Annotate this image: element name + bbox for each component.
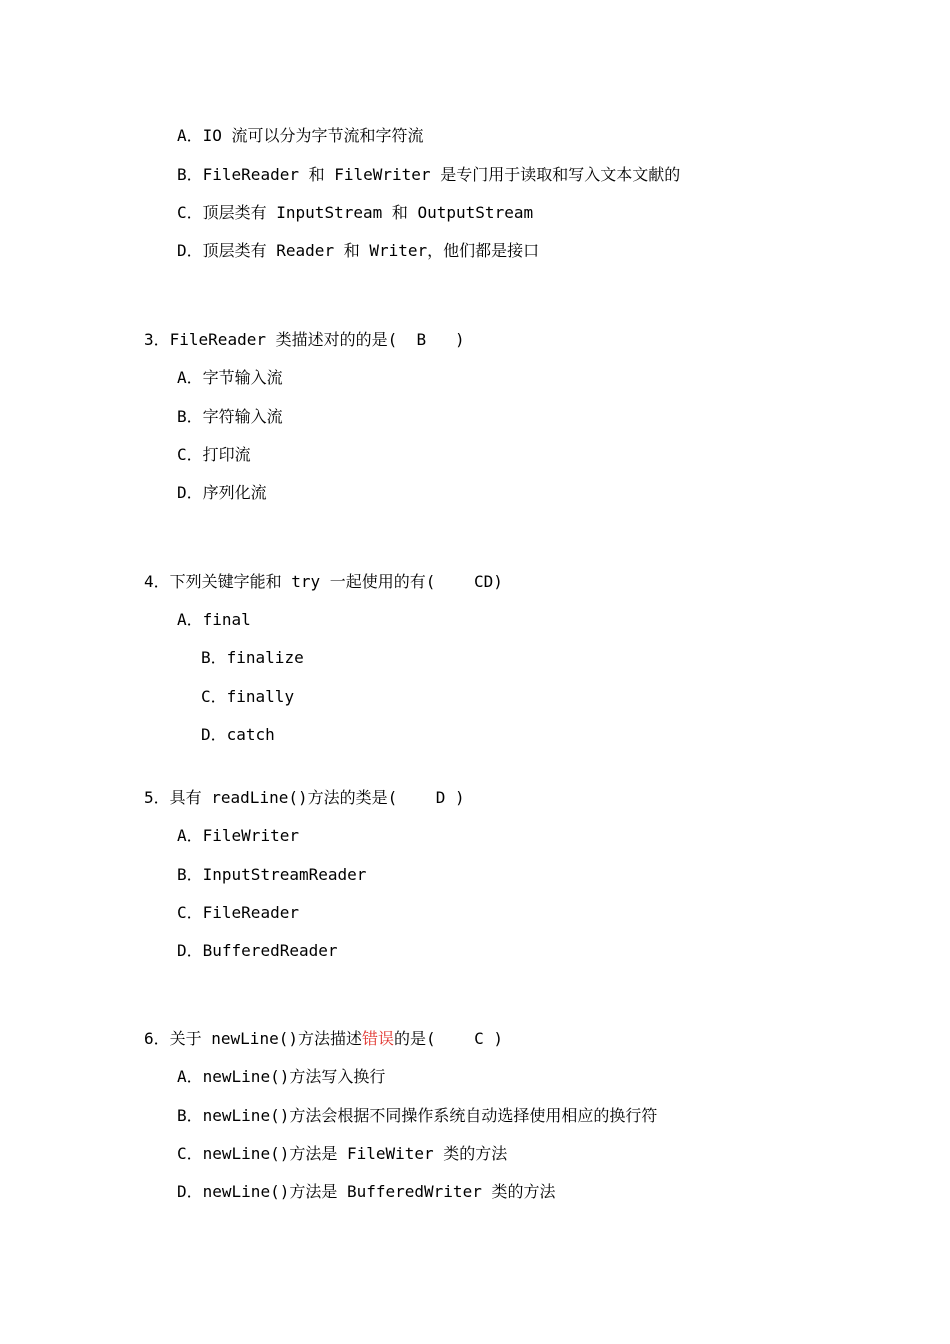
question-text: FileReader 类描述对的的是( B ) bbox=[169, 330, 465, 349]
option-text: catch bbox=[226, 725, 275, 744]
question-text: 具有 readLine()方法的类是( D ) bbox=[169, 788, 465, 807]
option-letter: A． bbox=[177, 1067, 203, 1086]
option-text: 序列化流 bbox=[202, 483, 267, 502]
option-d bbox=[201, 725, 275, 745]
option-d bbox=[177, 483, 267, 503]
question-number: 5． bbox=[144, 788, 170, 807]
question-3-stem bbox=[144, 330, 465, 350]
question-text: 关于 newLine()方法描述 bbox=[169, 1029, 362, 1048]
option-letter: A． bbox=[177, 826, 203, 845]
option-text: 顶层类有 InputStream 和 OutputStream bbox=[202, 203, 534, 222]
option-letter: A． bbox=[177, 126, 203, 145]
option-b bbox=[201, 648, 304, 668]
option-a bbox=[177, 826, 299, 846]
question-6-stem bbox=[144, 1029, 503, 1049]
option-letter: B． bbox=[177, 407, 203, 426]
question-number: 3． bbox=[144, 330, 170, 349]
option-text: FileReader 和 FileWriter 是专门用于读取和写入文本文献的 bbox=[202, 165, 681, 184]
option-letter: C． bbox=[201, 687, 227, 706]
option-text: 顶层类有 Reader 和 Writer，他们都是接口 bbox=[202, 241, 540, 260]
option-text: finalize bbox=[226, 648, 304, 667]
question-number: 4． bbox=[144, 572, 170, 591]
option-a bbox=[177, 1067, 385, 1087]
option-c bbox=[201, 687, 294, 707]
option-b bbox=[177, 165, 680, 185]
option-letter: B． bbox=[177, 165, 203, 184]
question-number: 6． bbox=[144, 1029, 170, 1048]
option-letter: C． bbox=[177, 445, 203, 464]
option-letter: D． bbox=[177, 1182, 203, 1201]
option-letter: C． bbox=[177, 1144, 203, 1163]
option-letter: A． bbox=[177, 610, 203, 629]
question-text-tail: 的是( C ) bbox=[394, 1029, 504, 1048]
option-b bbox=[177, 865, 366, 885]
question-4-stem bbox=[144, 572, 503, 592]
option-text: IO 流可以分为字节流和字符流 bbox=[202, 126, 424, 145]
option-c bbox=[177, 903, 299, 923]
question-5-stem bbox=[144, 788, 465, 808]
option-letter: C． bbox=[177, 903, 203, 922]
option-letter: D． bbox=[201, 725, 227, 744]
option-text: FileWriter bbox=[202, 826, 299, 845]
option-d bbox=[177, 241, 539, 261]
option-c bbox=[177, 1144, 507, 1164]
option-b bbox=[177, 407, 283, 427]
option-text: final bbox=[202, 610, 251, 629]
option-text: BufferedReader bbox=[202, 941, 338, 960]
option-d bbox=[177, 1182, 555, 1202]
option-text: 打印流 bbox=[202, 445, 251, 464]
option-a bbox=[177, 368, 283, 388]
question-text: 下列关键字能和 try 一起使用的有( CD) bbox=[169, 572, 503, 591]
option-c bbox=[177, 203, 533, 223]
option-letter: B． bbox=[201, 648, 227, 667]
option-a bbox=[177, 610, 251, 630]
option-text: newLine()方法是 FileWiter 类的方法 bbox=[202, 1144, 508, 1163]
option-a bbox=[177, 126, 424, 146]
option-text: newLine()方法写入换行 bbox=[202, 1067, 386, 1086]
option-text: finally bbox=[226, 687, 295, 706]
option-letter: D． bbox=[177, 241, 203, 260]
option-text: 字符输入流 bbox=[202, 407, 283, 426]
option-text: InputStreamReader bbox=[202, 865, 367, 884]
option-letter: D． bbox=[177, 941, 203, 960]
option-d bbox=[177, 941, 338, 961]
option-letter: D． bbox=[177, 483, 203, 502]
highlighted-word: 错误 bbox=[361, 1029, 394, 1048]
option-letter: B． bbox=[177, 1106, 203, 1125]
option-letter: B． bbox=[177, 865, 203, 884]
option-text: newLine()方法是 BufferedWriter 类的方法 bbox=[202, 1182, 556, 1201]
option-b bbox=[177, 1106, 657, 1126]
option-c bbox=[177, 445, 251, 465]
option-text: FileReader bbox=[202, 903, 299, 922]
option-letter: C． bbox=[177, 203, 203, 222]
option-text: newLine()方法会根据不同操作系统自动选择使用相应的换行符 bbox=[202, 1106, 658, 1125]
option-letter: A． bbox=[177, 368, 203, 387]
option-text: 字节输入流 bbox=[202, 368, 283, 387]
